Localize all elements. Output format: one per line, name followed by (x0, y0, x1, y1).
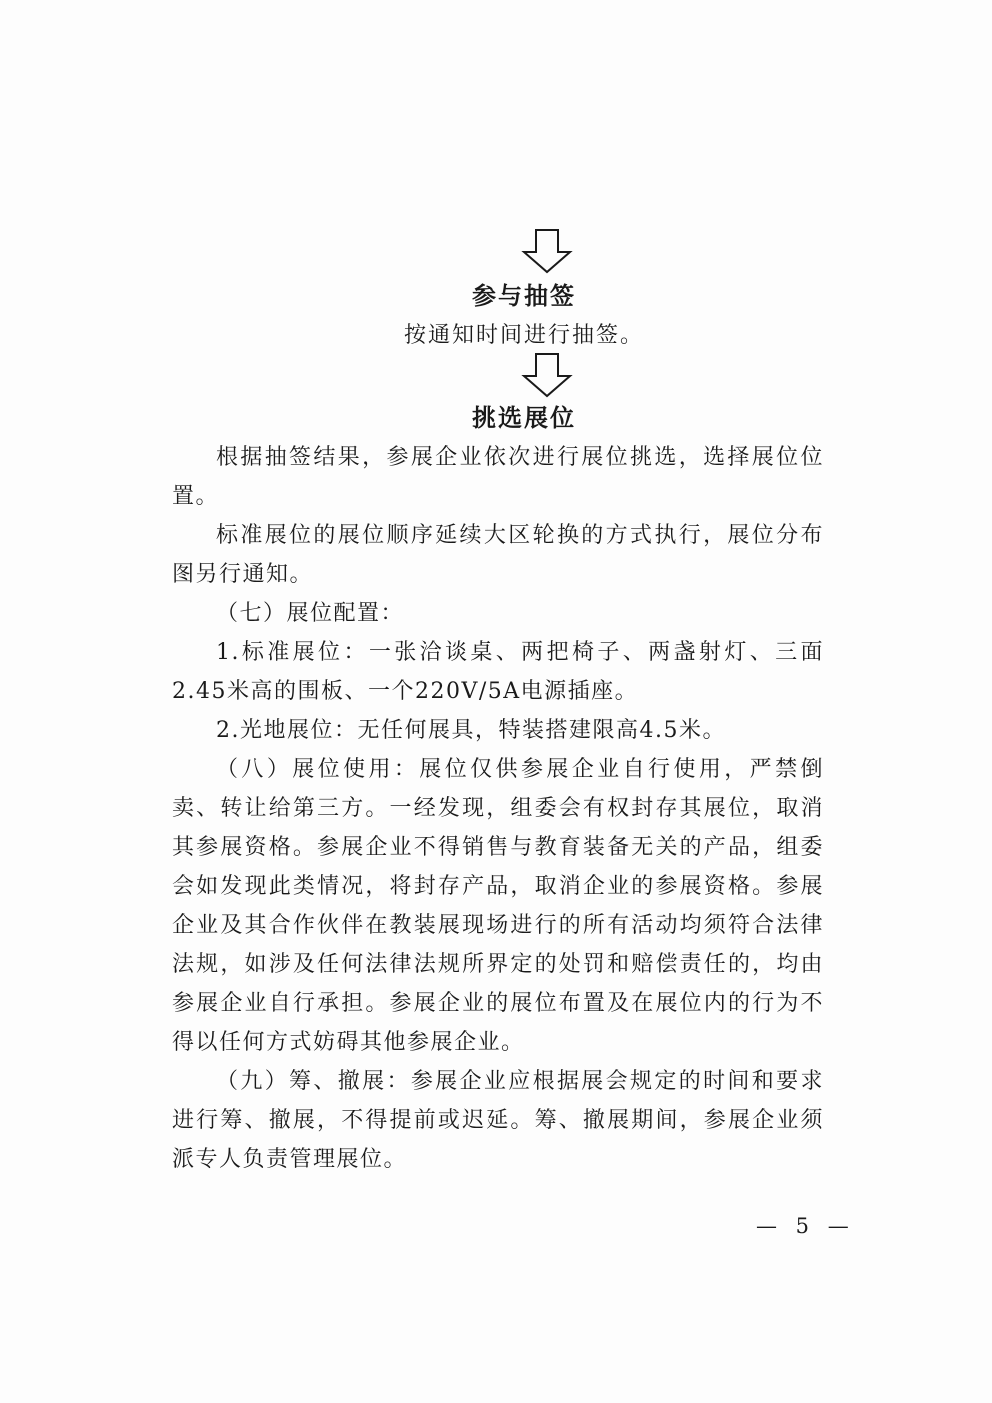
body-text (172, 438, 824, 1179)
flow-step-draw-lots-desc: 按通知时间进行抽签。 (403, 323, 644, 348)
flow-down-arrow-icon (521, 352, 573, 398)
paragraph-setup-teardown: （九）筹、撤展：参展企业应根据展会规定的时间和要求进行筹、撤展，不得提前或迟延。筹、撤展期间，参展企业须派专人负责管理展位。 (172, 1069, 824, 1172)
paragraph-standard-booth: 1.标准展位：一张洽谈桌、两把椅子、两盏射灯、三面2.45米高的围板、一个220V/5A电源插座。 (172, 640, 824, 704)
flow-down-arrow-icon (521, 228, 573, 274)
page-number: — 5 — (756, 1214, 855, 1238)
flow-step-select-booth-title: 挑选展位 (472, 403, 576, 432)
section-heading-booth-config: （七）展位配置： (216, 601, 405, 626)
paragraph: 根据抽签结果，参展企业依次进行展位挑选，选择展位位置。 (172, 445, 824, 509)
paragraph-booth-usage: （八）展位使用：展位仅供参展企业自行使用，严禁倒卖、转让给第三方。一经发现，组委会有权封存其展位，取消其参展资格。参展企业不得销售与教育装备无关的产品，组委会如发现此类情况，将封存产品，取消企业的参展资格。参展企业及其合作伙伴在教装展现场进行的所有活动均须符合法律法规，如涉及任何法律法规所界定的处罚和赔偿责任的，均由参展企业自行承担。参展企业的展位布置及在展位内的行为不得以任何方式妨碍其他参展企业。 (172, 757, 824, 1055)
paragraph: 标准展位的展位顺序延续大区轮换的方式执行，展位分布图另行通知。 (172, 523, 824, 587)
flow-step-draw-lots-title: 参与抽签 (472, 281, 576, 310)
paragraph-raw-space-booth: 2.光地展位：无任何展具，特装搭建限高4.5米。 (216, 718, 726, 743)
